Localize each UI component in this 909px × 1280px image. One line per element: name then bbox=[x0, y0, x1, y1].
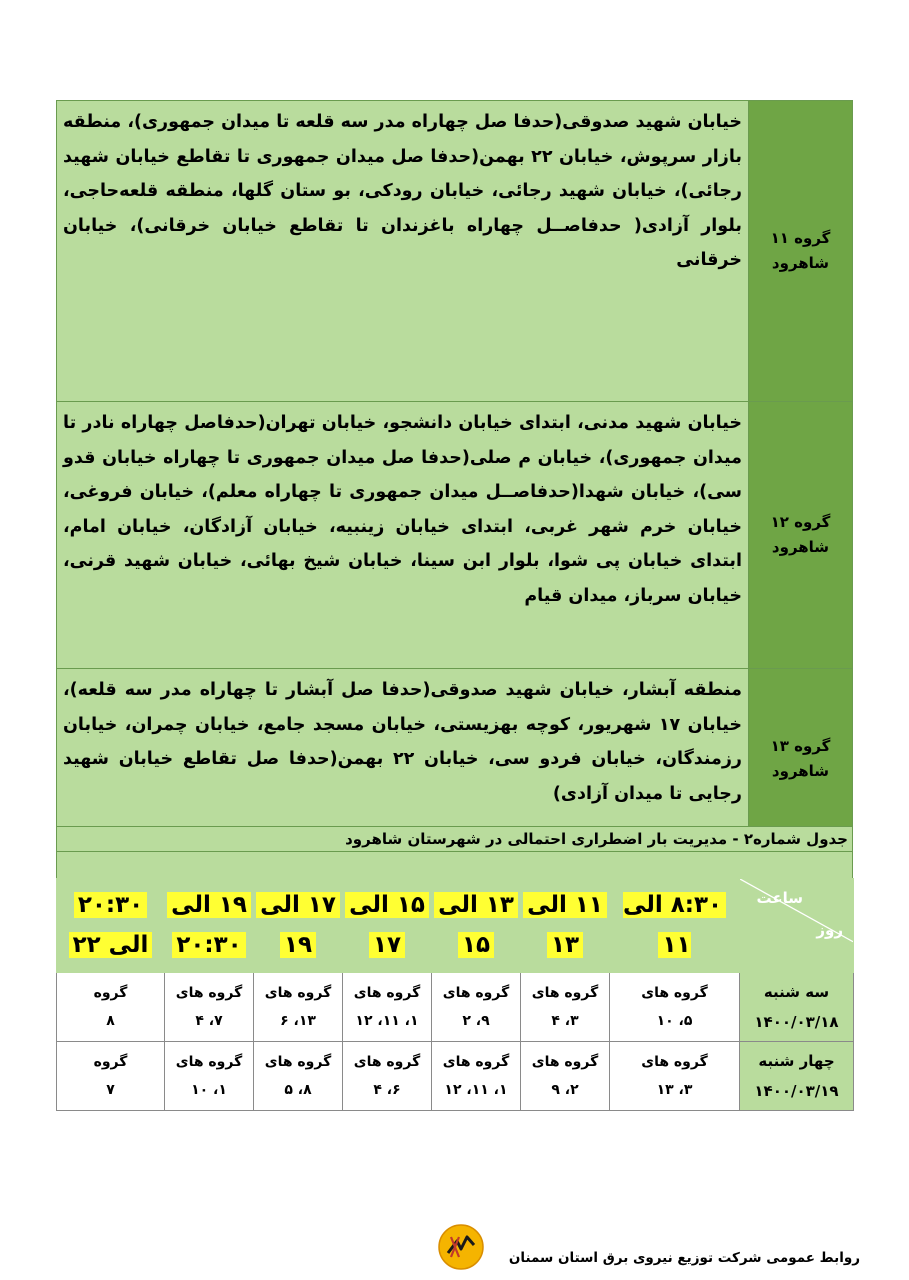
region-row bbox=[57, 669, 853, 850]
groups-cell bbox=[343, 973, 432, 1042]
time-slot-text: ۱۷ bbox=[369, 932, 405, 958]
time-slot-text: ۱۹ bbox=[280, 932, 316, 958]
groups-label: گروه های bbox=[641, 1054, 708, 1070]
electric-company-logo-icon bbox=[437, 1223, 485, 1271]
time-slot-header bbox=[343, 879, 432, 973]
groups-label: گروه های bbox=[442, 1054, 510, 1070]
region-row bbox=[57, 402, 853, 669]
region-group-cell bbox=[749, 669, 853, 850]
day-cell bbox=[740, 1042, 854, 1111]
groups-label: گروه های bbox=[175, 985, 243, 1001]
time-slot-header bbox=[254, 879, 343, 973]
schedule-day-row bbox=[57, 973, 854, 1042]
groups-cell bbox=[254, 1042, 343, 1111]
region-streets-text: خیابان شهید صدوقی(حدفا صل چهاراه مدر سه قلعه تا میدان جمهوری)، منطقه بازار سرپوش، خیابان ۲۲ بهمن(حدفا صل میدان جمهوری تا تقاطع خیابان شهید رجائی)، خیابان شهید رجائی، خیابان رودکی، بو ستان گلها، منطقه قلعه‌حاجی، بلوار آزادی( حدفاصــل چهاراه باغزندان تا تقاطع خیابان خرقانی)، خیابان خرقانی bbox=[57, 101, 749, 402]
groups-cell bbox=[521, 1042, 610, 1111]
schedule-day-row bbox=[57, 1042, 854, 1111]
time-slot-text: ۱۳ الی bbox=[434, 892, 518, 918]
day-name: سه شنبه bbox=[763, 983, 830, 1001]
groups-numbers: ۱، ۱۰ bbox=[191, 1082, 227, 1098]
groups-numbers: ۳، ۴ bbox=[551, 1013, 579, 1029]
groups-cell bbox=[57, 1042, 165, 1111]
groups-numbers: ۶، ۴ bbox=[373, 1082, 401, 1098]
region-streets-text: منطقه آبشار، خیابان شهید صدوقی(حدفا صل آبشار تا چهاراه مدر سه قلعه)، خیابان ۱۷ شهریور، کوچه بهزیستی، خیابان مسجد جامع، خیابان چمران، خیابان رزمندگان، خیابان فردو سی، خیابان ۲۲ بهمن(حدفا صل تقاطع خیابان شهید رجایی تا میدان آزادی) bbox=[57, 669, 749, 850]
region-group-label: گروه ۱۱ bbox=[770, 229, 831, 247]
time-slot-header bbox=[57, 879, 165, 973]
groups-label: گروه های bbox=[353, 1054, 421, 1070]
region-group-cell bbox=[749, 402, 853, 669]
groups-label: گروه های bbox=[264, 985, 332, 1001]
groups-cell bbox=[610, 973, 740, 1042]
groups-cell bbox=[343, 1042, 432, 1111]
day-cell bbox=[740, 973, 854, 1042]
day-date: ۱۴۰۰/۰۳/۱۸ bbox=[754, 1013, 839, 1031]
time-slot-text: ۱۵ الی bbox=[345, 892, 429, 918]
corner-day-label: روز bbox=[816, 921, 843, 939]
groups-label: گروه های bbox=[641, 985, 708, 1001]
groups-label: گروه های bbox=[353, 985, 421, 1001]
time-slot-text: ۲۰:۳۰ bbox=[74, 892, 147, 918]
groups-numbers: ۹، ۲ bbox=[462, 1013, 490, 1029]
time-slot-text: ۲۰:۳۰ bbox=[172, 932, 245, 958]
groups-cell bbox=[165, 973, 254, 1042]
region-row bbox=[57, 101, 853, 402]
region-city-label: شاهرود bbox=[771, 538, 830, 556]
time-slot-text: ۱۳ bbox=[547, 932, 583, 958]
regions-table bbox=[56, 100, 853, 850]
caption-spacer bbox=[56, 852, 853, 878]
region-streets-text: خیابان شهید مدنی، ابتدای خیابان دانشجو، خیابان تهران(حدفاصل چهاراه نادر تا میدان جمهوری)، خیابان م صلی(حدفا صل میدان جمهوری تا چهاراه خیابان قدو سی)، خیابان شهدا(حدفاصــل میدان جمهوری تا چهاراه معلم)، خیابان فروغی، خیابان خرم شهر غربی، ابتدای خیابان زینبیه، خیابان آزادگان، خیابان امام، ابتدای خیابان پی شوا، بلوار ابن سینا، خیابان شیخ بهائی، خیابان شهید قرنی، خیابان سرباز، میدان قیام bbox=[57, 402, 749, 669]
groups-numbers: ۷، ۴ bbox=[195, 1013, 223, 1029]
groups-numbers: ۱، ۱۱، ۱۲ bbox=[355, 1013, 419, 1029]
corner-hour-label: ساعت bbox=[756, 889, 803, 907]
groups-label: گروه های bbox=[531, 1054, 599, 1070]
day-name: چهار شنبه bbox=[758, 1052, 835, 1070]
schedule-corner-cell bbox=[740, 879, 854, 973]
schedule-header-row bbox=[57, 879, 854, 973]
region-group-cell bbox=[749, 101, 853, 402]
groups-label: گروه های bbox=[442, 985, 510, 1001]
region-city-label: شاهرود bbox=[771, 254, 830, 272]
groups-cell bbox=[432, 973, 521, 1042]
region-group-label: گروه ۱۲ bbox=[770, 513, 831, 531]
time-slot-text: ۱۱ الی bbox=[523, 892, 607, 918]
day-date: ۱۴۰۰/۰۳/۱۹ bbox=[754, 1082, 839, 1100]
schedule-table bbox=[56, 878, 854, 1111]
groups-numbers: ۷ bbox=[106, 1082, 115, 1098]
region-city-label: شاهرود bbox=[771, 762, 830, 780]
groups-cell bbox=[432, 1042, 521, 1111]
time-slot-text: ۱۷ الی bbox=[256, 892, 340, 918]
time-slot-header bbox=[610, 879, 740, 973]
groups-numbers: ۱۳، ۶ bbox=[280, 1013, 316, 1029]
groups-cell bbox=[610, 1042, 740, 1111]
groups-label: گروه bbox=[93, 1054, 128, 1070]
groups-numbers: ۲، ۹ bbox=[551, 1082, 579, 1098]
groups-numbers: ۱، ۱۱، ۱۲ bbox=[444, 1082, 508, 1098]
groups-cell bbox=[254, 973, 343, 1042]
groups-numbers: ۵، ۱۰ bbox=[656, 1013, 693, 1029]
time-slot-header bbox=[165, 879, 254, 973]
groups-cell bbox=[521, 973, 610, 1042]
groups-numbers: ۳، ۱۳ bbox=[656, 1082, 693, 1098]
time-slot-text: الی ۲۲ bbox=[69, 932, 153, 958]
footer-publisher: روابط عمومی شرکت توزیع نیروی برق استان سمنان bbox=[508, 1250, 860, 1266]
groups-label: گروه های bbox=[264, 1054, 332, 1070]
time-slot-text: ۱۵ bbox=[458, 932, 494, 958]
time-slot-header bbox=[432, 879, 521, 973]
groups-cell bbox=[57, 973, 165, 1042]
groups-label: گروه های bbox=[175, 1054, 243, 1070]
time-slot-text: ۱۹ الی bbox=[167, 892, 251, 918]
time-slot-text: ۸:۳۰ الی ۱۱ bbox=[623, 892, 726, 958]
groups-cell bbox=[165, 1042, 254, 1111]
region-group-label: گروه ۱۳ bbox=[770, 737, 831, 755]
table-caption: جدول شماره۲ - مدیریت بار اضطراری احتمالی در شهرستان شاهرود bbox=[56, 826, 853, 852]
groups-label: گروه bbox=[93, 985, 128, 1001]
groups-numbers: ۸ bbox=[106, 1013, 115, 1029]
groups-numbers: ۸، ۵ bbox=[284, 1082, 312, 1098]
groups-label: گروه های bbox=[531, 985, 599, 1001]
time-slot-header bbox=[521, 879, 610, 973]
